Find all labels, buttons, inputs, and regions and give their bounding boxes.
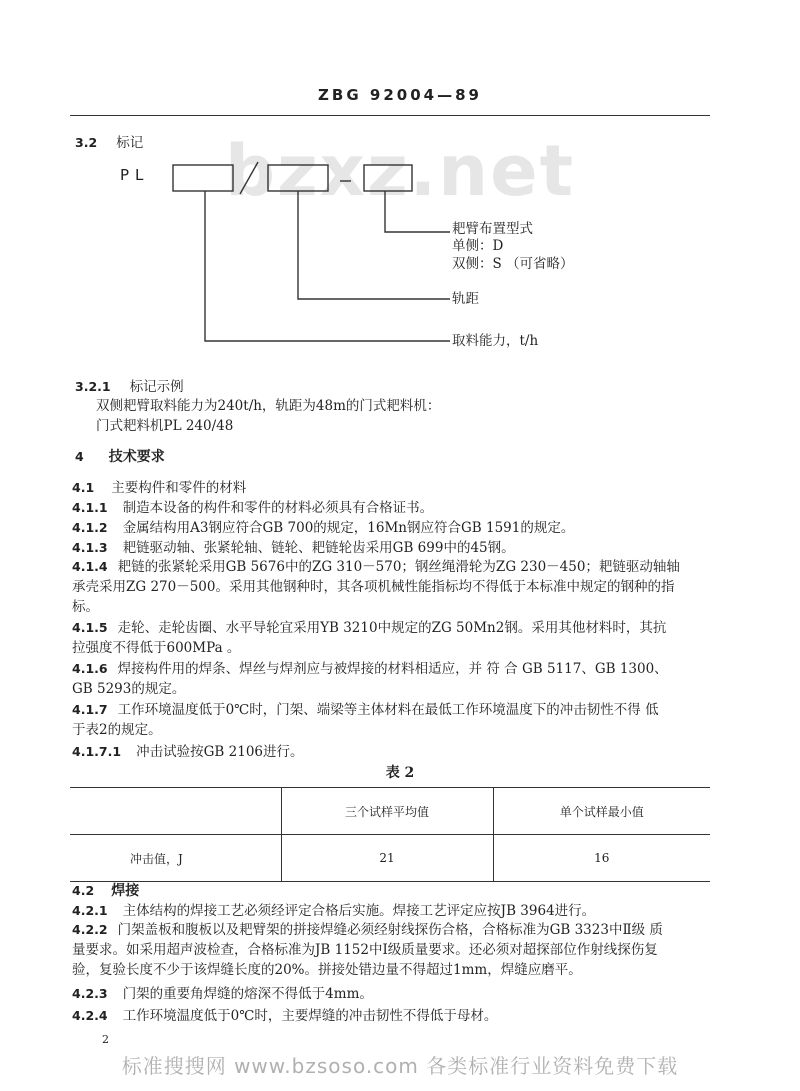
label-single-side: 单侧：D [452,238,504,254]
section-4-2-4: 4.2.4 工作环境温度低于0℃时，主要焊缝的冲击韧性不得低于母材。 [72,1008,498,1024]
label-capacity: 取料能力，t/h [452,333,539,349]
marking-example-line1: 双侧耙臂取料能力为240t/h，轨距为48m的门式耙料机： [96,398,441,414]
section-3-2-1-heading: 3.2.1 标记示例 [75,379,184,395]
section-4-heading: 4 技术要求 [75,449,165,465]
table-cell: 冲击值，J [70,835,281,882]
standard-number: ZBG 92004—89 [318,86,482,104]
leader-layout [385,191,450,232]
table-cell: 21 [281,835,493,882]
table-cell: 16 [493,835,710,882]
marking-prefix: PL [120,166,150,184]
section-4-1-1: 4.1.1 制造本设备的构件和零件的材料必须具有合格证书。 [72,500,434,516]
leader-capacity [205,191,450,341]
section-4-2-2: 4.2.2 门架盖板和腹板以及耙臂架的拼接焊缝必须经射线探伤合格，合格标准为GB 3323中Ⅱ级 质 量要求。如采用超声波检查，合格标准为JB 1152中Ⅰ级质量要求。还必须对超探部位作射线探伤复 验，复验长度不少于该焊缝长度的20%。拼接处错边量不得超过1mm，焊缝应磨平。 [72,922,663,978]
marking-box-layout [364,165,412,191]
marking-box-capacity [173,165,233,191]
watermark: bzxz.net [224,130,576,212]
table-header-cell: 三个试样平均值 [281,788,493,835]
section-4-2-3: 4.2.3 门架的重要角焊缝的熔深不得低于4mm。 [72,986,373,1002]
table-header-row [70,788,710,835]
section-4-1-6: 4.1.6 焊接构件用的焊条、焊丝与焊剂应与被焊接的材料相适应，并 符 合 GB 5117、GB 1300、 GB 5293的规定。 [72,661,668,697]
section-4-2-heading: 4.2 焊接 [72,883,140,899]
marking-diagram-lines [0,0,800,360]
label-layout-title: 耙臂布置型式 [452,221,533,237]
label-double-side: 双侧：S （可省略） [452,256,574,272]
section-4-2-1: 4.2.1 主体结构的焊接工艺必须经评定合格后实施。焊接工艺评定应按JB 3964进行。 [72,903,596,919]
section-4-1: 4.1 主要构件和零件的材料 [72,480,247,496]
leader-gauge [298,191,450,299]
section-4-1-5: 4.1.5 走轮、走轮齿圈、水平导轮宜采用YB 3210中规定的ZG 50Mn2钢。采用其他材料时，其抗 拉强度不得低于600MPa 。 [72,620,667,656]
table-row [70,835,710,882]
marking-example-line2: 门式耙料机PL 240/48 [96,418,234,434]
table-2-caption: 表 2 [385,765,415,781]
marking-slash [240,162,258,194]
label-gauge: 轨距 [452,291,479,307]
page-number: 2 [102,1033,109,1046]
section-4-1-7: 4.1.7 工作环境温度低于0℃时，门架、端梁等主体材料在最低工作环境温度下的冲击韧性不得 低 于表2的规定。 [72,702,659,738]
section-4-1-3: 4.1.3 耙链驱动轴、张紧轮轴、链轮、耙链轮齿采用GB 699中的45钢。 [72,540,515,556]
table-header-cell [70,788,281,835]
table-header-cell: 单个试样最小值 [493,788,710,835]
section-4-1-4: 4.1.4 耙链的张紧轮采用GB 5676中的ZG 310－570；钢丝绳滑轮为ZG 230－450；耙链驱动轴轴 承壳采用ZG 270－500。采用其他钢种时，其各项机械性能指标均不得低于本标准中规定的钢种的指 标。 [72,559,680,615]
section-4-1-2: 4.1.2 金属结构用A3钢应符合GB 700的规定，16Mn钢应符合GB 1591的规定。 [72,520,575,536]
section-4-1-7-1: 4.1.7.1 冲击试验按GB 2106进行。 [72,744,304,760]
section-3-2-heading: 3.2 标记 [75,135,144,151]
footer-watermark: 标准搜搜网 www.bzsoso.com 各类标准行业资料免费下载 [121,1054,679,1078]
table-2 [70,787,710,882]
marking-box-gauge [268,165,328,191]
